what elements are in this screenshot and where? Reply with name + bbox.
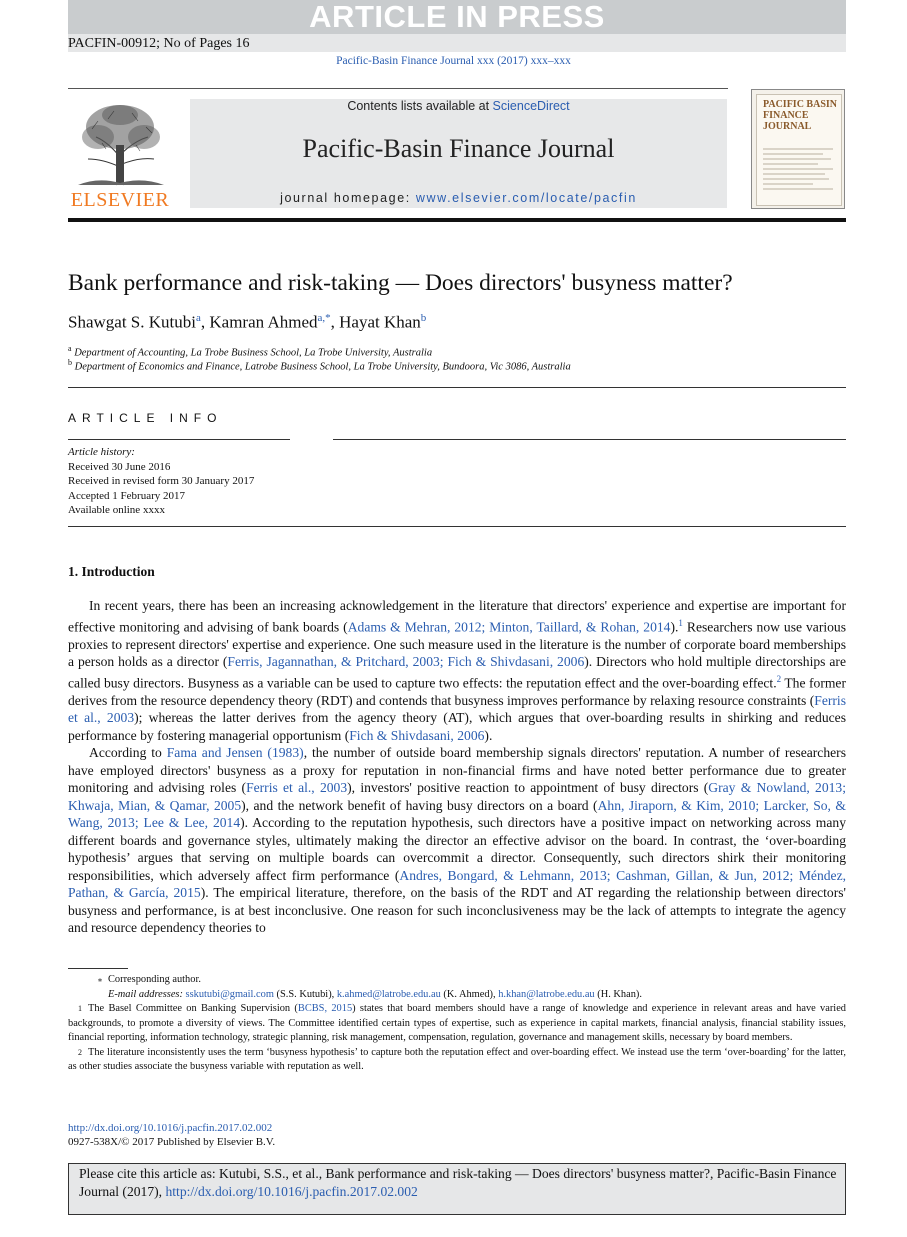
author-affiliation-mark[interactable]: a <box>195 312 201 324</box>
article-history <box>68 445 254 518</box>
body-text-run: In recent years, there has been an increasing acknowledgement in the literature that directors' experience and expertise are important for effective monitoring and advising of bank boards ( <box>68 598 846 635</box>
citation-link[interactable]: Fama and Jensen (1983) <box>166 745 304 761</box>
email-owner: (K. Ahmed), <box>440 988 499 1000</box>
footnote-mark: 1 <box>78 1004 82 1013</box>
history-accepted: Accepted 1 February 2017 <box>68 489 185 502</box>
homepage-link[interactable]: www.elsevier.com/locate/pacfin <box>415 191 637 205</box>
citation-link[interactable]: Ferris et al., 2003 <box>68 692 846 726</box>
citation-link[interactable]: Ferris et al., 2003 <box>246 780 348 796</box>
body-text-run: ), and the network benefit of having busy directors on a board ( <box>241 797 598 813</box>
citation-link[interactable]: Gray & Nowland, 2013; Khwaja, Mian, & Qamar, 2005 <box>68 780 846 813</box>
footnote-rule <box>68 968 128 969</box>
footnote-ref-link[interactable]: 1 <box>678 617 683 628</box>
doi-link[interactable]: http://dx.doi.org/10.1016/j.pacfin.2017.02.002 <box>68 1122 273 1134</box>
author-separator: , <box>200 312 210 332</box>
footnote-2 <box>68 1046 846 1075</box>
body-text-run: ). The empirical literature, therefore, on the basis of the RDT and AT regarding the relationship between directors' busyness and performance, is at best inconclusive. One reason for such inconclusiveness may be the lack of attempts to integrate the agency and resource dependency theories to <box>68 885 846 936</box>
body-paragraph <box>68 597 846 744</box>
affiliation-mark: b <box>68 358 72 367</box>
affiliation-mark: a <box>68 344 72 353</box>
email-owner: (H. Khan). <box>594 988 642 1000</box>
email-link[interactable]: h.khan@latrobe.edu.au <box>498 988 595 1000</box>
email-link[interactable]: sskutubi@gmail.com <box>185 988 274 1000</box>
divider <box>68 526 846 527</box>
divider <box>68 387 846 388</box>
citation-doi-link[interactable]: http://dx.doi.org/10.1016/j.pacfin.2017.02.002 <box>165 1184 418 1199</box>
footnotes <box>68 973 846 1075</box>
article-info-rule-left <box>68 439 290 440</box>
author-name[interactable]: Hayat Khan <box>339 312 421 332</box>
author-list <box>68 312 426 333</box>
journal-homepage-line <box>190 191 727 205</box>
body-text-run: Researchers now use various proxies to represent directors' expertise and experience. One such measure used in the literature is the number of corporate board memberships a person holds as a director ( <box>68 619 847 670</box>
citation-body: Please cite this article as: Kutubi, S.S., et al., Bank performance and risk-taking — Does directors' busyness matter?, Pacific-Basin Finance Journal (2017), <box>79 1166 837 1199</box>
article-title: Bank performance and risk-taking — Does directors' busyness matter? <box>68 270 733 296</box>
affiliation-text: Department of Accounting, La Trobe Business School, La Trobe University, Australia <box>74 347 433 359</box>
journal-reference-link[interactable]: Pacific-Basin Finance Journal xxx (2017) xxx–xxx <box>336 55 571 67</box>
body-text-run: ). <box>484 727 493 743</box>
section-heading: 1. Introduction <box>68 564 155 579</box>
contents-prefix: Contents lists available at <box>347 99 493 113</box>
body-text-run: ). <box>670 619 679 635</box>
journal-cover-thumbnail[interactable] <box>751 89 845 209</box>
citation-text <box>79 1165 839 1201</box>
cover-text-lines-icon <box>763 147 835 199</box>
affiliation-b <box>68 358 571 373</box>
history-revised: Received in revised form 30 January 2017 <box>68 475 255 487</box>
email-owner: (S.S. Kutubi), <box>273 988 337 1000</box>
corresponding-text: Corresponding author. <box>108 974 201 985</box>
footnote-1-text-b: ) states that board members should have a range of knowledge and experience in relevant areas and have varied backgrounds, to promote a diversity of views. The Committee identified certain types of expertise, such as experience in capital markets, financial analysis, financial stability issues, financial reporting, information technology, strategic planning, risk management, compensation, regulation, governance and management skills, necessary by board members. <box>68 1003 847 1043</box>
elsevier-wordmark: ELSEVIER <box>70 189 170 211</box>
footnote-2-text: The literature inconsistently uses the term ‘busyness hypothesis’ to capture both the reputation effect and over-boarding effect. We instead use the term ‘over-boarding’ for the latter, as other studies associate the busyness variable with reputation as well. <box>68 1046 846 1072</box>
body-text <box>68 597 846 937</box>
corresponding-footnote <box>68 973 846 988</box>
footnote-mark: 2 <box>78 1047 82 1057</box>
sciencedirect-link[interactable]: ScienceDirect <box>492 99 570 113</box>
email-link[interactable]: k.ahmed@latrobe.edu.au <box>336 988 441 1000</box>
history-received: Received 30 June 2016 <box>68 460 171 473</box>
citation-link[interactable]: Ahn, Jiraporn, & Kim, 2010; Larcker, So, & Wang, 2013; Lee & Lee, 2014 <box>68 797 846 831</box>
author-separator: , <box>330 312 340 332</box>
author-name[interactable]: Shawgat S. Kutubi <box>68 312 196 332</box>
body-text-run: ); whereas the latter derives from the agency theory (AT), which argues that over-boarding results in shirking and reduces performance by fostering managerial opportunism ( <box>68 710 846 743</box>
homepage-prefix: journal homepage: <box>280 191 416 205</box>
citation-link[interactable]: Fich & Shivdasani, 2006 <box>349 727 485 743</box>
masthead-top-rule <box>68 88 728 89</box>
article-info-heading: ARTICLE INFO <box>68 411 223 425</box>
body-text-run: ). Directors who hold multiple directorships are called busy directors. Busyness as a variable can be used to capture two effects: the reputation effect and the over-boarding effect. <box>68 654 846 691</box>
affiliation-text: Department of Economics and Finance, Latrobe Business School, La Trobe University, Bundoora, Vic 3086, Australia <box>74 361 571 373</box>
masthead-bottom-rule <box>68 218 846 222</box>
footnote-1 <box>68 1002 846 1046</box>
author-affiliation-mark[interactable]: a,* <box>317 312 331 324</box>
body-text-run: ). According to the reputation hypothesis, such directors have a positive impact on networking across many different boards and governance styles, ultimately making the director an effective advisor on the board. In contrast, the ‘over-boarding hypothesis’ argues that serving on multiple boards can overcommit a director. Consequently, such directors shirk their monitoring responsibilities, which adversely affect firm performance ( <box>68 815 846 883</box>
footnote-1-link[interactable]: BCBS, 2015 <box>297 1003 353 1014</box>
citation-link[interactable]: Ferris, Jagannathan, & Pritchard, 2003; Fich & Shivdasani, 2006 <box>227 654 585 670</box>
affiliation-a <box>68 344 432 359</box>
email-footnote <box>68 988 846 1003</box>
cover-title: PACIFIC BASIN FINANCE JOURNAL <box>763 99 837 132</box>
history-label: Article history: <box>68 446 135 458</box>
footnote-mark: ⁎ <box>98 975 102 984</box>
article-info-rule-right <box>333 439 846 440</box>
citation-link[interactable]: Andres, Bongard, & Lehmann, 2013; Cashman, Gillan, & Jun, 2012; Méndez, Pathan, & García, 2015 <box>68 867 847 901</box>
contents-line <box>190 99 727 113</box>
footnote-ref-link[interactable]: 2 <box>776 673 782 684</box>
body-text-run: ), investors' positive reaction to appointment of busy directors ( <box>347 780 709 796</box>
body-paragraph <box>68 744 846 937</box>
body-text-run: The former derives from the resource dependency theory (RDT) and contends that busyness improves performance by relaxing resource constraints ( <box>68 675 846 708</box>
citation-link[interactable]: Adams & Mehran, 2012; Minton, Taillard, & Rohan, 2014 <box>347 619 671 635</box>
copyright-line: 0927-538X/© 2017 Published by Elsevier B.V. <box>68 1136 276 1148</box>
journal-title: Pacific-Basin Finance Journal <box>302 134 615 163</box>
pii-label: PACFIN-00912; No of Pages 16 <box>68 36 250 51</box>
article-in-press-banner: ARTICLE IN PRESS <box>68 0 846 34</box>
body-text-run: , the number of outside board membership signals directors' reputation. A number of researchers have employed directors' busyness as a proxy for reputation in non-financial firms and have noted better performance due to greater monitoring and advising roles ( <box>68 745 846 796</box>
author-name[interactable]: Kamran Ahmed <box>209 312 318 332</box>
footnote-1-text-a: The Basel Committee on Banking Supervision ( <box>88 1003 298 1014</box>
body-text-run: According to <box>89 745 167 761</box>
email-label: E-mail addresses: <box>108 988 186 1000</box>
history-online: Available online xxxx <box>68 504 165 516</box>
author-affiliation-mark[interactable]: b <box>420 312 427 324</box>
cover-page <box>756 94 842 206</box>
